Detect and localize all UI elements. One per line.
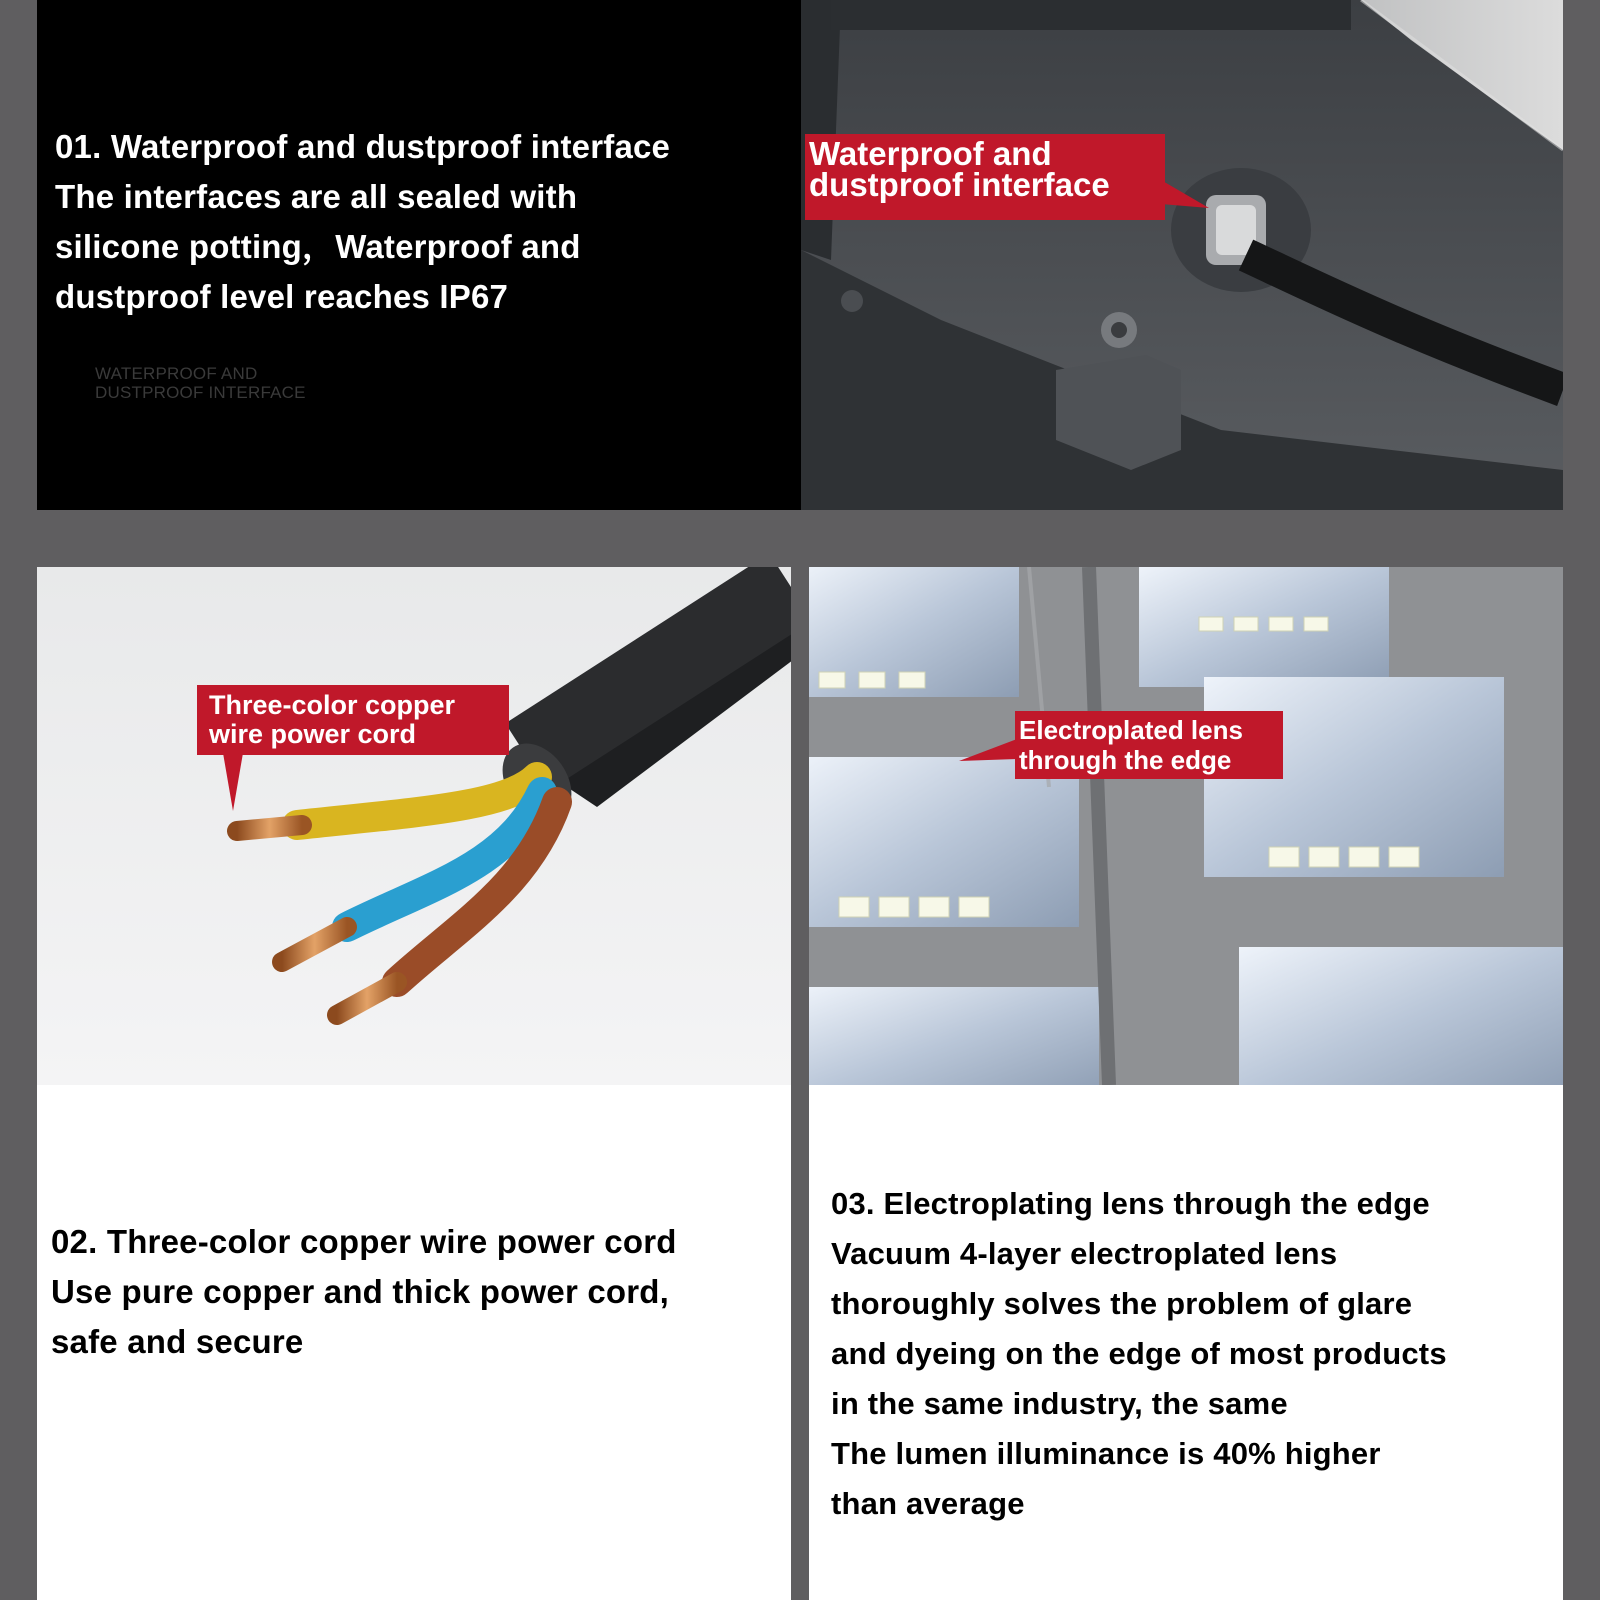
cable-gland-photo-icon: [801, 0, 1563, 510]
feature-2-panel: [37, 567, 791, 1600]
cord-callout-pointer-icon: [215, 753, 245, 813]
interface-callout-pointer-icon: [1161, 180, 1211, 220]
feature-2-description: 02. Three-color copper wire power cord Use pure copper and thick power cord, safe and secure: [51, 1223, 677, 1360]
feature-1-text-panel: [37, 0, 801, 510]
feature-1-photo-panel: [801, 0, 1563, 510]
lens-callout-pointer-icon: [959, 739, 1017, 769]
feature-3-panel: [809, 567, 1563, 1600]
feature-1-description: 01. Waterproof and dustproof interface The interfaces are all sealed with silicone potting，Waterproof and dustproof level reaches IP67: [55, 128, 671, 315]
cord-callout-label: Three-color copper wire power cord: [197, 685, 509, 755]
feature-3-description: 03. Electroplating lens through the edge Vacuum 4-layer electroplated lens thoroughly solves the problem of glare and dyeing on the edge of most products in the same industry, the same The lumen illuminance is 40% higher than average: [831, 1186, 1447, 1521]
interface-callout-label: Waterproof and dustproof interface: [805, 134, 1165, 220]
feature-1-watermark: WATERPROOF AND DUSTPROOF INTERFACE: [95, 364, 306, 402]
power-cord-photo-icon: [37, 567, 791, 1085]
lens-callout-label: Electroplated lens through the edge: [1015, 711, 1283, 779]
lens-array-photo-icon: [809, 567, 1563, 1085]
